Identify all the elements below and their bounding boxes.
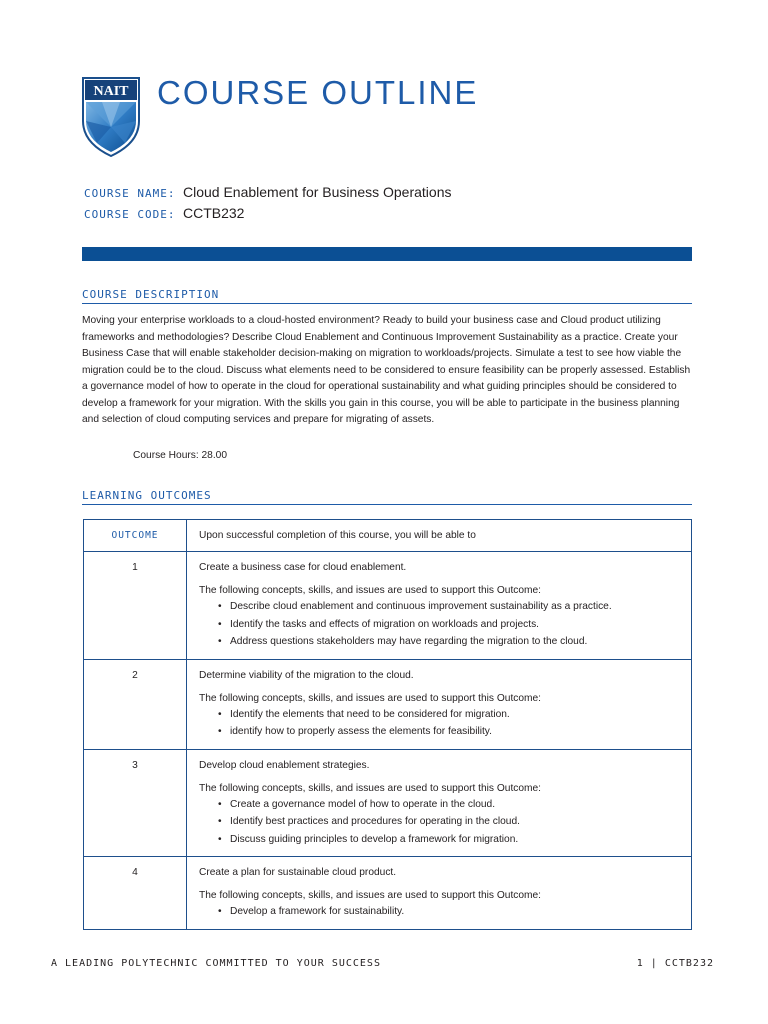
course-code-label: COURSE CODE: [84,208,176,221]
course-hours: Course Hours: 28.00 [133,450,228,461]
outcome-bullet-list [199,796,679,849]
course-code-row [84,205,244,221]
outcome-support-text: The following concepts, skills, and issues are used to support this Outcome: [199,692,542,704]
nait-logo [82,77,140,157]
outcome-number: 4 [84,857,187,930]
footer-tagline: A LEADING POLYTECHNIC COMMITTED TO YOUR SUCCESS [51,958,381,969]
intro-column-header: Upon successful completion of this course, you will be able to [187,520,692,552]
outcome-bullet-list [199,598,679,651]
outcome-body [187,749,692,857]
course-name-row [84,184,451,200]
outcome-body [187,659,692,749]
outcome-bullet: • Identify the elements that need to be considered for migration. [230,706,679,724]
course-code-value: CCTB232 [183,205,245,221]
outcome-body [187,857,692,930]
course-name-value: Cloud Enablement for Business Operations [183,184,452,200]
outcome-bullet: • Describe cloud enablement and continuous improvement sustainability as a practice. [230,598,679,616]
outcome-bullet: • Identify best practices and procedures for operating in the cloud. [230,813,679,831]
outcome-bullet: • Discuss guiding principles to develop a framework for migration. [230,831,679,849]
outcome-column-header: OUTCOME [84,520,187,552]
outcome-title: Develop cloud enablement strategies. [199,759,370,771]
outcome-bullet: • Develop a framework for sustainability. [230,903,679,921]
outcome-support-text: The following concepts, skills, and issues are used to support this Outcome: [199,782,542,794]
outcome-bullet-list [199,706,679,741]
course-name-label: COURSE NAME: [84,187,176,200]
outcome-row [84,857,692,930]
outcome-bullet: • Create a governance model of how to operate in the cloud. [230,796,679,814]
svg-text:NAIT: NAIT [93,84,129,99]
outcome-body [187,552,692,660]
outcome-support-text: The following concepts, skills, and issues are used to support this Outcome: [199,890,542,901]
course-description-text: Moving your enterprise workloads to a cloud-hosted environment? Ready to build your business case and Cloud product utilizing frameworks and methodologies? Describe Cloud Enablement and Continuous Improvement Sustainability as a practice. Create your Business Case that will enable stakeholder decision-making on migration to workloads/projects. Simulate a test to see how viable the migration could be to the cloud. Discuss what elements need to be considered to ensure feasibility can be properly assessed. Establish a governance model of how to operate in the cloud for operational sustainability and what guiding principles should be considered to develop a framework for your migration. With the skills you gain in this course, you will be able to participate in the business planning and selection of cloud computing services and prepare for migrating of assets. [82,315,691,425]
footer-page-number: 1 | CCTB232 [636,958,714,969]
outcome-bullet-list [199,903,679,921]
outcomes-header-row [84,520,692,552]
outcome-number: 3 [84,749,187,857]
outcome-bullet: • identify how to properly assess the elements for feasibility. [230,723,679,741]
outcome-bullet: • Identify the tasks and effects of migration on workloads and projects. [230,616,679,634]
learning-outcomes-heading: LEARNING OUTCOMES [82,489,692,505]
outcome-number: 2 [84,659,187,749]
outcome-number: 1 [84,552,187,660]
header-band [82,247,692,261]
outcomes-table [83,519,692,930]
outcome-row [84,749,692,857]
outcome-title: Determine viability of the migration to the cloud. [199,669,414,681]
outcome-title: Create a plan for sustainable cloud product. [199,867,397,878]
outcome-bullet: • Address questions stakeholders may have regarding the migration to the cloud. [230,633,679,651]
outcome-support-text: The following concepts, skills, and issues are used to support this Outcome: [199,585,542,596]
page-title: COURSE OUTLINE [157,74,479,111]
outcome-title: Create a business case for cloud enablement. [199,562,407,573]
course-description-heading: COURSE DESCRIPTION [82,288,692,304]
outcome-row [84,659,692,749]
outcome-row [84,552,692,660]
